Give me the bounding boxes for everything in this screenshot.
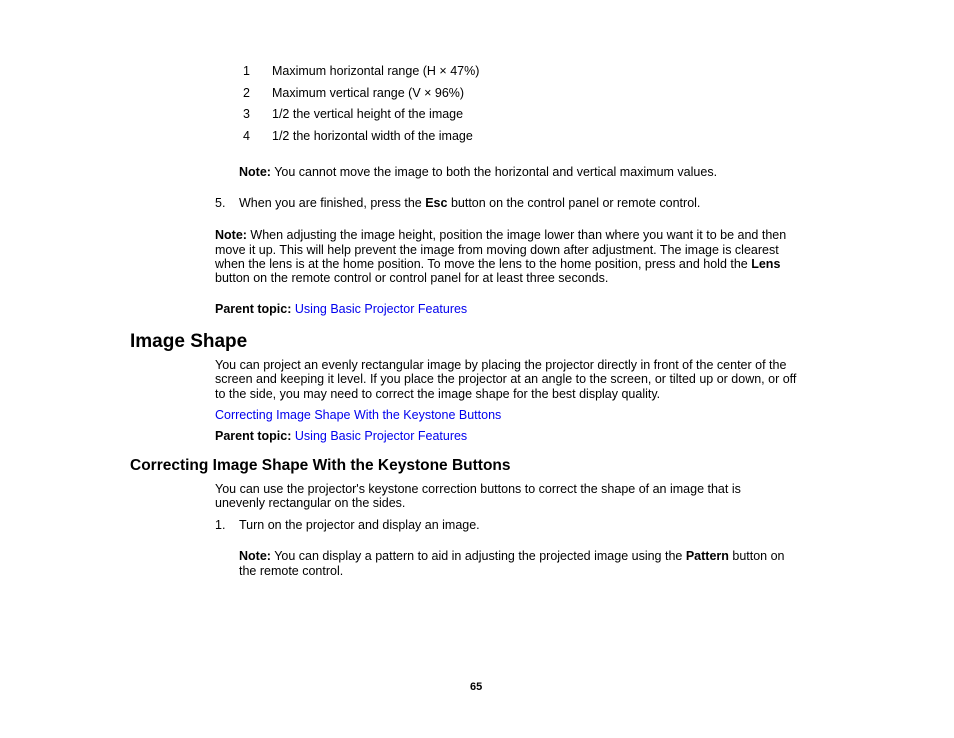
note-label: Note:: [215, 228, 247, 242]
legend-number: 1: [243, 64, 250, 78]
step-text: When you are finished, press the: [239, 196, 426, 210]
step-text: button on the control panel or remote control.: [447, 196, 701, 210]
legend-number: 3: [243, 107, 250, 121]
keystone-topic-link[interactable]: Correcting Image Shape With the Keystone Buttons: [215, 408, 502, 422]
note-line: [215, 228, 786, 243]
note-label: Note:: [239, 549, 271, 563]
parent-topic-link[interactable]: Using Basic Projector Features: [294, 429, 468, 443]
parent-topic: [215, 302, 467, 317]
section-heading: Image Shape: [130, 331, 248, 352]
step-number: 1.: [215, 518, 226, 532]
parent-topic: [215, 429, 467, 444]
step-1-text: Turn on the projector and display an image.: [239, 518, 480, 532]
note-line: move it up. This will help prevent the image from moving down after adjustment. The image is clearest: [215, 243, 779, 257]
body-line: unevenly rectangular on the sides.: [215, 496, 406, 510]
note-text: button on: [728, 549, 785, 563]
note-line: the remote control.: [239, 564, 344, 578]
esc-button-name: Esc: [425, 196, 448, 210]
body-line: screen and keeping it level. If you place the projector at an angle to the screen, or tilted up or down, or off: [215, 372, 797, 386]
parent-topic-link[interactable]: Using Basic Projector Features: [294, 302, 468, 316]
subsection-heading: Correcting Image Shape With the Keystone Buttons: [130, 457, 511, 474]
legend-text: 1/2 the horizontal width of the image: [272, 129, 473, 143]
parent-topic-label: Parent topic:: [215, 302, 292, 316]
step-number: 5.: [215, 196, 226, 210]
page-number: 65: [470, 681, 483, 693]
pattern-button-name: Pattern: [685, 549, 729, 563]
legend-text: 1/2 the vertical height of the image: [272, 107, 464, 121]
body-line: to the side, you may need to correct the image shape for the best display quality.: [215, 387, 661, 401]
note-text: when the lens is at the home position. To move the lens to the home position, press and hold the: [215, 257, 752, 271]
note-text: You can display a pattern to aid in adjusting the projected image using the: [270, 549, 686, 563]
note-line: [239, 549, 785, 564]
note-text: When adjusting the image height, position the image lower than where you want it to be and then: [246, 228, 787, 242]
body-line: You can use the projector's keystone correction buttons to correct the shape of an image that is: [215, 482, 741, 496]
legend-text: Maximum vertical range (V × 96%): [272, 86, 465, 100]
note-line: [215, 257, 780, 272]
note-max-values: [239, 165, 717, 180]
legend-number: 2: [243, 86, 250, 100]
note-label: Note:: [239, 165, 271, 179]
legend-number: 4: [243, 129, 250, 143]
step-5-text: [239, 196, 700, 211]
parent-topic-label: Parent topic:: [215, 429, 292, 443]
legend-text: Maximum horizontal range (H × 47%): [272, 64, 480, 78]
note-text: You cannot move the image to both the horizontal and vertical maximum values.: [270, 165, 718, 179]
body-line: You can project an evenly rectangular image by placing the projector directly in front of the center of the: [215, 358, 787, 372]
lens-button-name: Lens: [751, 257, 781, 271]
note-line: button on the remote control or control panel for at least three seconds.: [215, 271, 609, 285]
